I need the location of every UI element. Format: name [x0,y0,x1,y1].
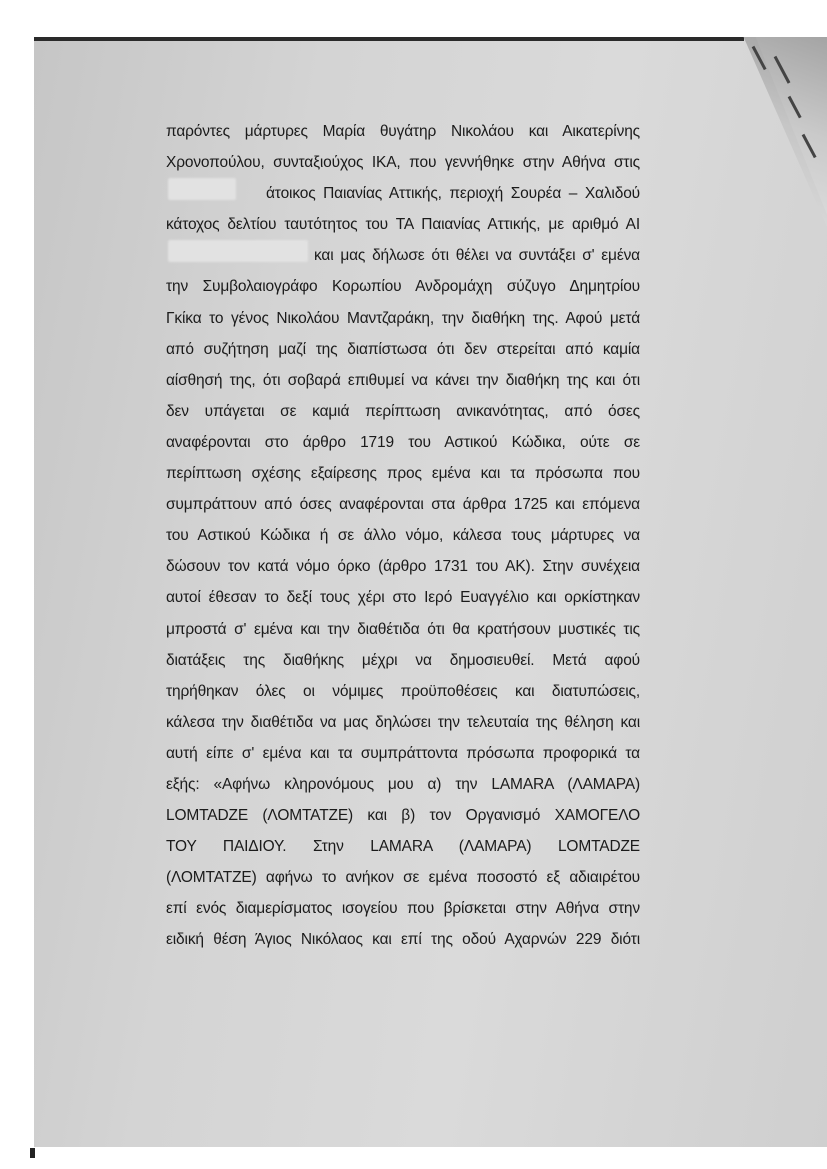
text-line: την Συμβολαιογράφο Κορωπίου Ανδρομάχη σύζυγο Δημητρίου [166,278,640,296]
text-line: (ΛΟΜΤΑΤΖΕ) αφήνω το ανήκον σε εμένα ποσοστό εξ αδιαιρέτου [166,869,640,887]
text-line: Γκίκα το γένος Νικολάου Μαντζαράκη, την διαθήκη της. Αφού μετά [166,309,640,327]
corner-scribbles [745,45,827,195]
text-line: άτοικος Παιανίας Αττικής, περιοχή Σουρέα – Χαλιδού [266,185,640,203]
document-body [166,116,640,956]
text-line: αναφέρονται στο άρθρο 1719 του Αστικού Κώδικα, ούτε σε [166,433,640,451]
text-line: διατάξεις της διαθήκης μέχρι να δημοσιευθεί. Μετά αφού [166,651,640,669]
text-line: αυτοί έθεσαν το δεξί τους χέρι στο Ιερό Ευαγγέλιο και ορκίστηκαν [166,589,640,607]
text-line: ΤΟΥ ΠΑΙΔΙΟΥ. Στην LAMARA (ΛΑΜΑΡΑ) LOMTADZE [166,838,640,856]
scan-mark [30,1148,35,1158]
text-line: και μας δήλωσε ότι θέλει να συντάξει σ' εμένα [314,247,640,265]
text-line: παρόντες μάρτυρες Μαρία θυγάτηρ Νικολάου και Αικατερίνης [166,123,640,140]
text-line: LOMTADZE (ΛΟΜΤΑΤΖΕ) και β) τον Οργανισμό ΧΑΜΟΓΕΛΟ [166,807,640,825]
text-line: από συζήτηση μαζί της διαπίστωσα ότι δεν στερείται από καμία [166,340,640,358]
text-line: τηρήθηκαν όλες οι νόμιμες προϋποθέσεις και διατυπώσεις, [166,682,640,700]
text-line: δεν υπάγεται σε καμιά περίπτωση ανικανότητας, από όσες [166,402,640,420]
text-line: δώσουν τον κατά νόμο όρκο (άρθρο 1731 του ΑΚ). Στην συνέχεια [166,558,640,576]
text-line: κάλεσα την διαθέτιδα να μας δηλώσει την τελευταία της θέληση και [166,713,640,731]
text-line: μπροστά σ' εμένα και την διαθέτιδα ότι θα κρατήσουν μυστικές τις [166,620,640,638]
text-line: συμπράττουν από όσες αναφέρονται στα άρθρα 1725 και επόμενα [166,496,640,514]
text-line: του Αστικού Κώδικα ή σε άλλο νόμο, κάλεσα τους μάρτυρες να [166,527,640,545]
text-line: κάτοχος δελτίου ταυτότητος του ΤΑ Παιανίας Αττικής, με αριθμό ΑΙ [166,216,640,234]
text-line: επί ενός διαμερίσματος ισογείου που βρίσκεται στην Αθήνα στην [166,900,640,918]
text-line: Χρονοπούλου, συνταξιούχος ΙΚΑ, που γεννήθηκε στην Αθήνα στις [166,154,640,172]
text-line: περίπτωση σχέσης εξαίρεσης προς εμένα και τα πρόσωπα που [166,465,640,483]
text-line: αίσθησή της, ότι σοβαρά επιθυμεί να κάνει την διαθήκη της και ότι [166,371,640,389]
text-line: αυτή είπε σ' εμένα και τα συμπράττοντα πρόσωπα προφορικά τα [166,744,640,762]
scan-edge [34,37,744,41]
text-line: ειδική θέση Άγιος Νικόλαος και επί της οδού Αχαρνών 229 διότι [166,931,640,949]
text-line: εξής: «Αφήνω κληρονόμους μου α) την LAMARA (ΛΑΜΑΡΑ) [166,775,640,793]
